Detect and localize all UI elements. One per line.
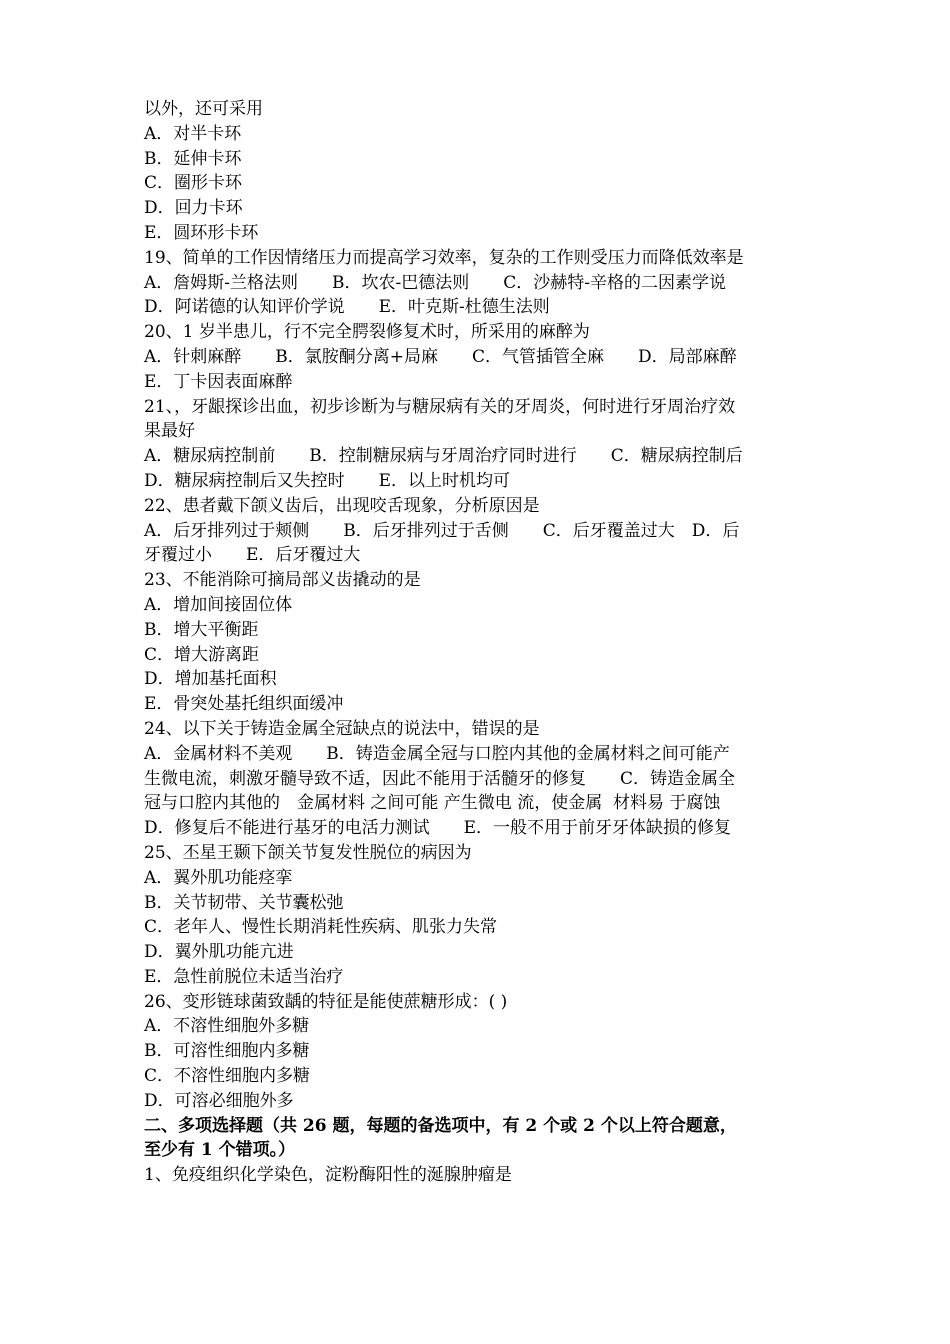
section-heading: 二、多项选择题（共 26 题，每题的备选项中，有 2 个或 2 个以上符合题意，: [144, 1115, 737, 1136]
option-line: E．急性前脱位未适当治疗: [144, 966, 344, 987]
question-line: 26、变形链球菌致龋的特征是能使蔗糖形成：( ): [144, 991, 508, 1012]
option-line: 冠与口腔内其他的 金属材料 之间可能 产生微电 流，使金属 材料易 于腐蚀: [144, 793, 721, 814]
option-line: A．糖尿病控制前 B．控制糖尿病与牙周治疗同时进行 C．糖尿病控制后: [144, 446, 743, 467]
question-line: 21、，牙龈探诊出血，初步诊断为与糖尿病有关的牙周炎，何时进行牙周治疗效: [144, 396, 736, 417]
document-page: [144, 97, 808, 1188]
option-line: D．阿诺德的认知评价学说 E．叶克斯-杜德生法则: [144, 297, 550, 318]
option-line: A．翼外肌功能痉挛: [144, 867, 293, 888]
question-line: 25、丕星王颞下颌关节复发性脱位的病因为: [144, 842, 472, 863]
question-line: 20、1 岁半患儿，行不完全腭裂修复术时，所采用的麻醉为: [144, 322, 590, 343]
option-line: A．针刺麻醉 B．氯胺酮分离+局麻 C．气管插管全麻 D．局部麻醉: [144, 346, 737, 367]
question-line: 果最好: [144, 421, 195, 442]
question-line: 1、免疫组织化学染色，淀粉酶阳性的涎腺肿瘤是: [144, 1165, 512, 1186]
option-line: D．翼外肌功能亢进: [144, 942, 294, 963]
question-line: 22、患者戴下颌义齿后，出现咬舌现象，分析原因是: [144, 495, 540, 516]
option-line: A．对半卡环: [144, 123, 242, 144]
option-line: B．可溶性细胞内多糖: [144, 1041, 310, 1062]
question-line: 19、简单的工作因情绪压力而提高学习效率，复杂的工作则受压力而降低效率是: [144, 247, 744, 268]
option-line: D．可溶必细胞外多: [144, 1090, 294, 1111]
option-line: D．糖尿病控制后又失控时 E．以上时机均可: [144, 470, 511, 491]
option-line: B．增大平衡距: [144, 619, 259, 640]
option-line: A．增加间接固位体: [144, 594, 293, 615]
option-line: A．詹姆斯-兰格法则 B．坎农-巴德法则 C．沙赫特-辛格的二因素学说: [144, 272, 727, 293]
option-line: D．修复后不能进行基牙的电活力测试 E．一般不用于前牙牙体缺损的修复: [144, 818, 732, 839]
section-heading: 至少有 1 个错项。）: [144, 1140, 296, 1161]
question-line: 24、以下关于铸造金属全冠缺点的说法中，错误的是: [144, 718, 540, 739]
option-line: C．老年人、慢性长期消耗性疾病、肌张力失常: [144, 917, 498, 938]
option-line: C．增大游离距: [144, 644, 260, 665]
question-line: 23、不能消除可摘局部义齿撬动的是: [144, 570, 421, 591]
option-line: D．回力卡环: [144, 198, 243, 219]
option-line: A．不溶性细胞外多糖: [144, 1016, 310, 1037]
option-line: E．圆环形卡环: [144, 222, 259, 243]
option-line: 生微电流，刺激牙髓导致不适，因此不能用于活髓牙的修复 C．铸造金属全: [144, 768, 736, 789]
option-line: B．延伸卡环: [144, 148, 242, 169]
option-line: B．关节韧带、关节囊松弛: [144, 892, 344, 913]
option-line: 牙覆过小 E．后牙覆过大: [144, 545, 361, 566]
option-line: A．后牙排列过于颊侧 B．后牙排列过于舌侧 C．后牙覆盖过大 D．后: [144, 520, 740, 541]
option-line: E．丁卡因表面麻醉: [144, 371, 293, 392]
option-line: A．金属材料不美观 B．铸造金属全冠与口腔内其他的金属材料之间可能产: [144, 743, 730, 764]
option-line: C．圈形卡环: [144, 173, 243, 194]
option-line: D．增加基托面积: [144, 669, 277, 690]
option-line: E．骨突处基托组织面缓冲: [144, 694, 344, 715]
text-line: 以外，还可采用: [144, 99, 263, 119]
option-line: C．不溶性细胞内多糖: [144, 1066, 311, 1087]
